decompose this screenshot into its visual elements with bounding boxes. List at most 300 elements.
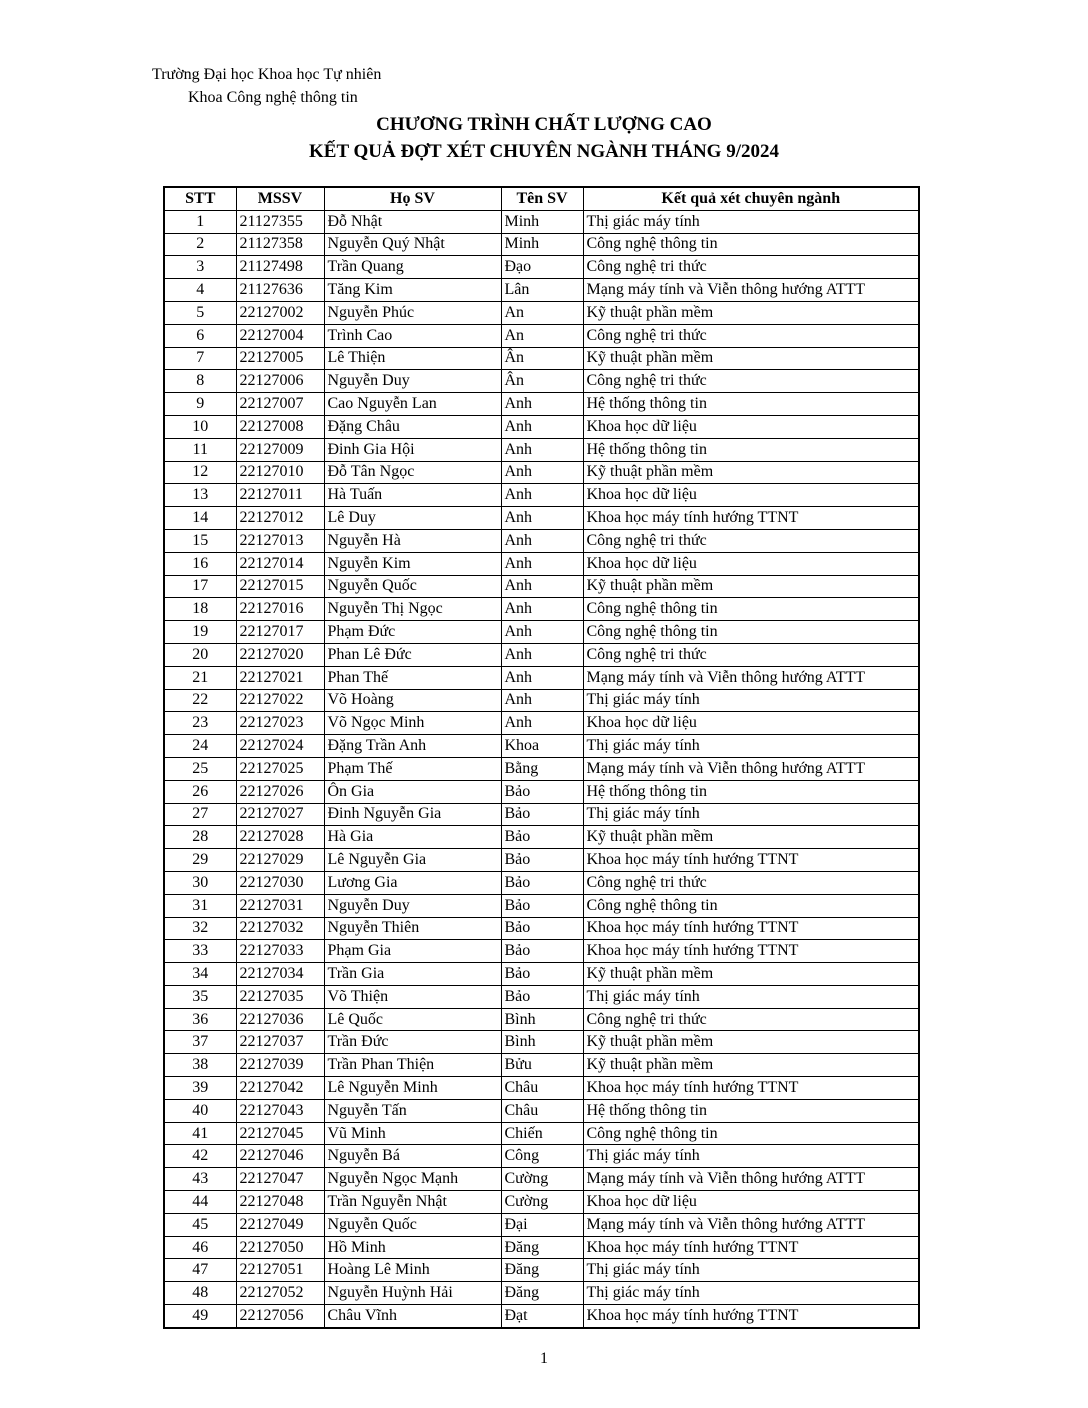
cell-ten-sv: Đại [501,1213,583,1236]
cell-ten-sv: Cường [501,1168,583,1191]
table-row [164,940,919,963]
cell-ket-qua: Thị giác máy tính [583,1259,919,1282]
table-row [164,461,919,484]
table-row [164,780,919,803]
cell-ho-sv: Phạm Đức [324,621,501,644]
cell-ho-sv: Võ Hoàng [324,689,501,712]
cell-mssv: 22127016 [236,598,324,621]
table-row [164,621,919,644]
cell-ho-sv: Lê Thiện [324,347,501,370]
table-row [164,1236,919,1259]
cell-mssv: 22127006 [236,370,324,393]
cell-stt: 47 [164,1259,236,1282]
cell-ten-sv: Bửu [501,1054,583,1077]
cell-ten-sv: Đạt [501,1305,583,1328]
cell-ket-qua: Khoa học dữ liệu [583,484,919,507]
cell-mssv: 22127049 [236,1213,324,1236]
cell-ho-sv: Trình Cao [324,324,501,347]
cell-stt: 6 [164,324,236,347]
cell-ho-sv: Trần Nguyễn Nhật [324,1191,501,1214]
table-row [164,438,919,461]
table-row [164,803,919,826]
cell-ket-qua: Kỹ thuật phần mềm [583,347,919,370]
cell-mssv: 22127027 [236,803,324,826]
cell-ket-qua: Khoa học máy tính hướng TTNT [583,507,919,530]
cell-ten-sv: Đăng [501,1236,583,1259]
cell-ten-sv: Bảo [501,871,583,894]
cell-ho-sv: Trần Đức [324,1031,501,1054]
cell-ket-qua: Kỹ thuật phần mềm [583,575,919,598]
cell-ho-sv: Tăng Kim [324,279,501,302]
cell-mssv: 21127498 [236,256,324,279]
cell-mssv: 22127024 [236,735,324,758]
table-row [164,233,919,256]
cell-ket-qua: Khoa học máy tính hướng TTNT [583,849,919,872]
table-row [164,849,919,872]
cell-ket-qua: Công nghệ thông tin [583,894,919,917]
cell-ho-sv: Nguyễn Quý Nhật [324,233,501,256]
cell-ten-sv: Anh [501,575,583,598]
table-row [164,347,919,370]
table-row [164,1077,919,1100]
cell-ket-qua: Công nghệ thông tin [583,621,919,644]
cell-stt: 38 [164,1054,236,1077]
cell-ho-sv: Hà Gia [324,826,501,849]
col-header-stt: STT [164,187,236,210]
cell-ket-qua: Công nghệ tri thức [583,643,919,666]
cell-stt: 32 [164,917,236,940]
cell-ho-sv: Lê Quốc [324,1008,501,1031]
cell-ten-sv: Lân [501,279,583,302]
cell-mssv: 22127007 [236,393,324,416]
cell-ten-sv: Anh [501,461,583,484]
cell-mssv: 22127051 [236,1259,324,1282]
cell-stt: 24 [164,735,236,758]
cell-ho-sv: Lê Nguyễn Gia [324,849,501,872]
table-row [164,1122,919,1145]
cell-ket-qua: Kỹ thuật phần mềm [583,461,919,484]
cell-stt: 34 [164,963,236,986]
table-row [164,415,919,438]
table-row [164,1282,919,1305]
cell-stt: 23 [164,712,236,735]
cell-stt: 36 [164,1008,236,1031]
cell-ten-sv: Anh [501,643,583,666]
table-row [164,1168,919,1191]
cell-mssv: 22127021 [236,666,324,689]
cell-ho-sv: Võ Thiện [324,985,501,1008]
cell-ket-qua: Thị giác máy tính [583,985,919,1008]
cell-ho-sv: Hà Tuấn [324,484,501,507]
cell-ho-sv: Ôn Gia [324,780,501,803]
table-row [164,393,919,416]
cell-stt: 33 [164,940,236,963]
cell-ten-sv: Anh [501,529,583,552]
cell-ten-sv: Ân [501,370,583,393]
cell-mssv: 22127048 [236,1191,324,1214]
cell-stt: 49 [164,1305,236,1328]
cell-mssv: 22127039 [236,1054,324,1077]
cell-mssv: 22127056 [236,1305,324,1328]
document-subtitle: KẾT QUẢ ĐỢT XÉT CHUYÊN NGÀNH THÁNG 9/2024 [309,141,779,162]
cell-ho-sv: Phạm Gia [324,940,501,963]
cell-mssv: 22127020 [236,643,324,666]
cell-stt: 8 [164,370,236,393]
cell-mssv: 22127043 [236,1099,324,1122]
cell-ket-qua: Thị giác máy tính [583,1282,919,1305]
cell-ten-sv: Anh [501,438,583,461]
cell-ten-sv: Bình [501,1008,583,1031]
cell-stt: 4 [164,279,236,302]
cell-stt: 12 [164,461,236,484]
cell-ten-sv: Khoa [501,735,583,758]
cell-mssv: 22127034 [236,963,324,986]
cell-ten-sv: Bảo [501,963,583,986]
cell-ket-qua: Hệ thống thông tin [583,780,919,803]
table-row [164,1259,919,1282]
cell-ten-sv: Ân [501,347,583,370]
cell-mssv: 22127032 [236,917,324,940]
table-row [164,324,919,347]
cell-ho-sv: Trần Gia [324,963,501,986]
cell-ten-sv: Đăng [501,1282,583,1305]
cell-stt: 9 [164,393,236,416]
table-row [164,689,919,712]
cell-stt: 43 [164,1168,236,1191]
table-row [164,666,919,689]
cell-stt: 19 [164,621,236,644]
col-header-ho-sv: Họ SV [324,187,501,210]
cell-ten-sv: Anh [501,415,583,438]
cell-stt: 25 [164,757,236,780]
cell-ket-qua: Kỹ thuật phần mềm [583,1054,919,1077]
cell-stt: 48 [164,1282,236,1305]
cell-ten-sv: Bảo [501,826,583,849]
table-row [164,1191,919,1214]
cell-ho-sv: Cao Nguyễn Lan [324,393,501,416]
table-row [164,917,919,940]
cell-stt: 26 [164,780,236,803]
cell-ten-sv: Bảo [501,917,583,940]
cell-stt: 39 [164,1077,236,1100]
cell-ket-qua: Công nghệ tri thức [583,529,919,552]
cell-mssv: 22127023 [236,712,324,735]
cell-ho-sv: Lương Gia [324,871,501,894]
cell-ket-qua: Khoa học máy tính hướng TTNT [583,1236,919,1259]
cell-ket-qua: Công nghệ tri thức [583,1008,919,1031]
cell-stt: 37 [164,1031,236,1054]
cell-ho-sv: Nguyễn Bá [324,1145,501,1168]
cell-ten-sv: Anh [501,621,583,644]
cell-ket-qua: Khoa học dữ liệu [583,712,919,735]
cell-ho-sv: Nguyễn Thị Ngọc [324,598,501,621]
cell-mssv: 21127636 [236,279,324,302]
table-row [164,735,919,758]
cell-ten-sv: Châu [501,1099,583,1122]
cell-ket-qua: Mạng máy tính và Viễn thông hướng ATTT [583,1168,919,1191]
page-number: 1 [540,1350,548,1367]
cell-stt: 46 [164,1236,236,1259]
cell-ten-sv: Anh [501,393,583,416]
table-row [164,279,919,302]
cell-ten-sv: Bảo [501,985,583,1008]
university-name: Trường Đại học Khoa học Tự nhiên [152,66,382,83]
cell-ho-sv: Vũ Minh [324,1122,501,1145]
cell-ho-sv: Nguyễn Duy [324,370,501,393]
cell-ho-sv: Châu Vĩnh [324,1305,501,1328]
cell-ho-sv: Trần Quang [324,256,501,279]
cell-ho-sv: Nguyễn Kim [324,552,501,575]
table-row [164,552,919,575]
table-row [164,484,919,507]
cell-stt: 42 [164,1145,236,1168]
cell-mssv: 22127033 [236,940,324,963]
cell-ho-sv: Võ Ngọc Minh [324,712,501,735]
cell-mssv: 22127030 [236,871,324,894]
cell-ho-sv: Lê Duy [324,507,501,530]
cell-ten-sv: Minh [501,233,583,256]
cell-mssv: 22127029 [236,849,324,872]
table-row [164,643,919,666]
cell-mssv: 21127355 [236,210,324,233]
cell-mssv: 21127358 [236,233,324,256]
cell-ket-qua: Thị giác máy tính [583,1145,919,1168]
cell-ten-sv: Bảo [501,940,583,963]
cell-ket-qua: Kỹ thuật phần mềm [583,1031,919,1054]
cell-stt: 10 [164,415,236,438]
cell-ket-qua: Thị giác máy tính [583,735,919,758]
cell-mssv: 22127002 [236,301,324,324]
cell-ho-sv: Nguyễn Quốc [324,575,501,598]
cell-ten-sv: Anh [501,507,583,530]
cell-ket-qua: Kỹ thuật phần mềm [583,963,919,986]
cell-ho-sv: Đinh Gia Hội [324,438,501,461]
faculty-name: Khoa Công nghệ thông tin [188,89,358,106]
cell-ket-qua: Khoa học dữ liệu [583,552,919,575]
cell-mssv: 22127012 [236,507,324,530]
cell-mssv: 22127050 [236,1236,324,1259]
cell-ho-sv: Nguyễn Quốc [324,1213,501,1236]
cell-ho-sv: Hoàng Lê Minh [324,1259,501,1282]
table-row [164,301,919,324]
cell-ho-sv: Hồ Minh [324,1236,501,1259]
cell-ten-sv: Anh [501,484,583,507]
cell-ket-qua: Mạng máy tính và Viễn thông hướng ATTT [583,279,919,302]
cell-mssv: 22127013 [236,529,324,552]
cell-ho-sv: Nguyễn Duy [324,894,501,917]
table-row [164,826,919,849]
cell-ket-qua: Khoa học dữ liệu [583,1191,919,1214]
table-row [164,370,919,393]
cell-ket-qua: Kỹ thuật phần mềm [583,826,919,849]
cell-stt: 40 [164,1099,236,1122]
table-row [164,1213,919,1236]
cell-ket-qua: Công nghệ thông tin [583,1122,919,1145]
col-header-ten-sv: Tên SV [501,187,583,210]
cell-mssv: 22127037 [236,1031,324,1054]
cell-ho-sv: Phan Thế [324,666,501,689]
document-title: CHƯƠNG TRÌNH CHẤT LƯỢNG CAO [376,114,712,135]
cell-ten-sv: Cường [501,1191,583,1214]
cell-ho-sv: Đinh Nguyễn Gia [324,803,501,826]
table-row [164,1305,919,1328]
cell-stt: 18 [164,598,236,621]
table-row [164,985,919,1008]
cell-ket-qua: Mạng máy tính và Viễn thông hướng ATTT [583,757,919,780]
cell-ten-sv: Anh [501,689,583,712]
cell-ho-sv: Nguyễn Ngọc Mạnh [324,1168,501,1191]
cell-stt: 45 [164,1213,236,1236]
cell-ket-qua: Công nghệ tri thức [583,256,919,279]
cell-mssv: 22127008 [236,415,324,438]
cell-mssv: 22127011 [236,484,324,507]
table-header-row [164,187,919,210]
cell-ten-sv: Anh [501,666,583,689]
cell-mssv: 22127042 [236,1077,324,1100]
cell-mssv: 22127009 [236,438,324,461]
cell-mssv: 22127045 [236,1122,324,1145]
table-row [164,871,919,894]
table-row [164,757,919,780]
cell-stt: 3 [164,256,236,279]
cell-ten-sv: Bằng [501,757,583,780]
cell-ket-qua: Hệ thống thông tin [583,393,919,416]
cell-mssv: 22127031 [236,894,324,917]
cell-ket-qua: Công nghệ thông tin [583,598,919,621]
cell-mssv: 22127004 [236,324,324,347]
cell-ho-sv: Đặng Trần Anh [324,735,501,758]
cell-ket-qua: Hệ thống thông tin [583,1099,919,1122]
cell-mssv: 22127015 [236,575,324,598]
cell-ten-sv: Anh [501,552,583,575]
cell-stt: 20 [164,643,236,666]
cell-stt: 41 [164,1122,236,1145]
col-header-ket-qua: Kết quả xét chuyên ngành [583,187,919,210]
cell-ten-sv: Bảo [501,894,583,917]
cell-ket-qua: Thị giác máy tính [583,803,919,826]
cell-mssv: 22127047 [236,1168,324,1191]
cell-ten-sv: Minh [501,210,583,233]
cell-stt: 21 [164,666,236,689]
cell-ket-qua: Mạng máy tính và Viễn thông hướng ATTT [583,1213,919,1236]
cell-mssv: 22127036 [236,1008,324,1031]
cell-mssv: 22127035 [236,985,324,1008]
table-row [164,1008,919,1031]
table-row [164,1099,919,1122]
cell-ten-sv: An [501,301,583,324]
cell-ten-sv: Anh [501,598,583,621]
cell-mssv: 22127025 [236,757,324,780]
cell-mssv: 22127010 [236,461,324,484]
cell-ket-qua: Công nghệ tri thức [583,871,919,894]
cell-mssv: 22127028 [236,826,324,849]
table-row [164,507,919,530]
cell-ten-sv: Đạo [501,256,583,279]
cell-ten-sv: Công [501,1145,583,1168]
cell-stt: 16 [164,552,236,575]
cell-ho-sv: Phạm Thế [324,757,501,780]
cell-ket-qua: Khoa học dữ liệu [583,415,919,438]
cell-stt: 1 [164,210,236,233]
cell-mssv: 22127022 [236,689,324,712]
col-header-mssv: MSSV [236,187,324,210]
cell-ho-sv: Nguyễn Thiên [324,917,501,940]
cell-ket-qua: Hệ thống thông tin [583,438,919,461]
cell-stt: 15 [164,529,236,552]
cell-stt: 30 [164,871,236,894]
cell-stt: 2 [164,233,236,256]
cell-ten-sv: Châu [501,1077,583,1100]
cell-ket-qua: Công nghệ thông tin [583,233,919,256]
cell-ket-qua: Thị giác máy tính [583,210,919,233]
cell-mssv: 22127046 [236,1145,324,1168]
cell-ho-sv: Đỗ Tân Ngọc [324,461,501,484]
cell-mssv: 22127014 [236,552,324,575]
cell-ten-sv: Bảo [501,803,583,826]
cell-ket-qua: Khoa học máy tính hướng TTNT [583,940,919,963]
cell-mssv: 22127052 [236,1282,324,1305]
table-row [164,575,919,598]
cell-ten-sv: Anh [501,712,583,735]
cell-ho-sv: Đỗ Nhật [324,210,501,233]
cell-stt: 31 [164,894,236,917]
cell-ten-sv: Bình [501,1031,583,1054]
cell-stt: 14 [164,507,236,530]
table-row [164,210,919,233]
cell-ket-qua: Công nghệ tri thức [583,324,919,347]
cell-ho-sv: Trần Phan Thiện [324,1054,501,1077]
cell-stt: 35 [164,985,236,1008]
cell-stt: 28 [164,826,236,849]
table-row [164,1031,919,1054]
table-row [164,894,919,917]
cell-ho-sv: Nguyễn Huỳnh Hải [324,1282,501,1305]
cell-stt: 27 [164,803,236,826]
cell-mssv: 22127005 [236,347,324,370]
cell-ho-sv: Đặng Châu [324,415,501,438]
cell-stt: 7 [164,347,236,370]
cell-stt: 22 [164,689,236,712]
table-row [164,256,919,279]
cell-ket-qua: Khoa học máy tính hướng TTNT [583,917,919,940]
cell-stt: 17 [164,575,236,598]
cell-ket-qua: Khoa học máy tính hướng TTNT [583,1077,919,1100]
table-row [164,1054,919,1077]
cell-ten-sv: Đăng [501,1259,583,1282]
cell-mssv: 22127026 [236,780,324,803]
cell-ket-qua: Khoa học máy tính hướng TTNT [583,1305,919,1328]
cell-ho-sv: Nguyễn Phúc [324,301,501,324]
table-row [164,529,919,552]
table-row [164,963,919,986]
cell-mssv: 22127017 [236,621,324,644]
cell-ten-sv: An [501,324,583,347]
table-row [164,712,919,735]
cell-ho-sv: Phan Lê Đức [324,643,501,666]
cell-stt: 5 [164,301,236,324]
cell-stt: 44 [164,1191,236,1214]
cell-ket-qua: Thị giác máy tính [583,689,919,712]
cell-ten-sv: Bảo [501,780,583,803]
cell-stt: 29 [164,849,236,872]
cell-stt: 13 [164,484,236,507]
cell-ket-qua: Kỹ thuật phần mềm [583,301,919,324]
cell-stt: 11 [164,438,236,461]
cell-ket-qua: Công nghệ tri thức [583,370,919,393]
cell-ho-sv: Nguyễn Hà [324,529,501,552]
table-row [164,598,919,621]
results-table [163,186,920,1329]
